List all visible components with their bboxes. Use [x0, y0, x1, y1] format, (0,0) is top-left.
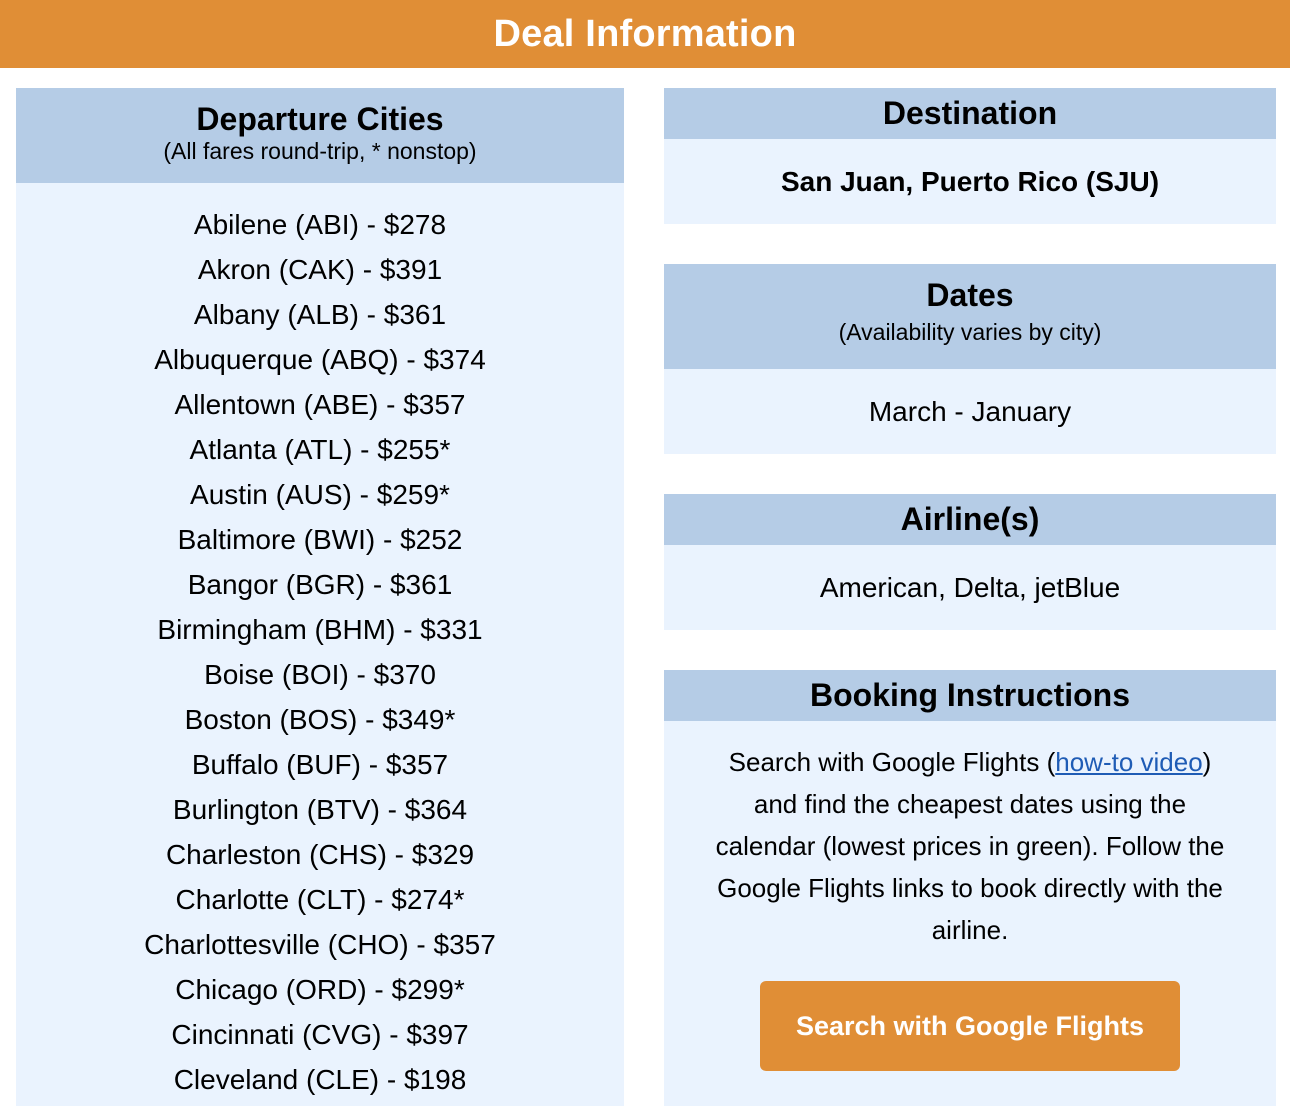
departure-city-item: Albuquerque (ABQ) - $374: [154, 344, 486, 375]
departure-city-list: [16, 183, 624, 1102]
airlines-header: [664, 494, 1276, 545]
departure-city-item: Burlington (BTV) - $364: [172, 794, 468, 825]
departure-city-item: Akron (CAK) - $391: [197, 254, 443, 285]
departure-cities-panel: [16, 88, 624, 1106]
departure-city-item: Chicago (ORD) - $299*: [175, 974, 465, 1005]
departure-city-item: Charlotte (CLT) - $274*: [175, 884, 465, 915]
dates-subtitle: (Availability varies by city): [838, 319, 1102, 345]
destination-title: Destination: [882, 95, 1058, 131]
deal-information-banner: [0, 0, 1290, 68]
destination-header: [664, 88, 1276, 139]
airlines-title: Airline(s): [900, 501, 1040, 537]
destination-card: [664, 88, 1276, 224]
booking-instructions-text: [664, 721, 1276, 951]
booking-title: Booking Instructions: [810, 677, 1130, 713]
dates-card: [664, 264, 1276, 454]
departure-city-item: Buffalo (BUF) - $357: [191, 749, 449, 780]
airlines-value: American, Delta, jetBlue: [819, 572, 1121, 603]
departure-city-item: Austin (AUS) - $259*: [190, 479, 450, 510]
dates-value: March - January: [868, 396, 1072, 427]
departure-cities-subtitle: (All fares round-trip, * nonstop): [163, 138, 477, 164]
departure-city-item: Boise (BOI) - $370: [204, 659, 436, 690]
departure-city-item: Allentown (ABE) - $357: [174, 389, 466, 420]
destination-value: San Juan, Puerto Rico (SJU): [780, 166, 1160, 197]
departure-city-item: Charleston (CHS) - $329: [165, 839, 475, 870]
departure-city-item: Cleveland (CLE) - $198: [173, 1064, 467, 1095]
booking-header: [664, 670, 1276, 721]
page-title: Deal Information: [493, 12, 797, 55]
airlines-card: [664, 494, 1276, 630]
booking-instructions-card: [664, 670, 1276, 1106]
departure-city-item: Atlanta (ATL) - $255*: [189, 434, 451, 465]
departure-city-item: Albany (ALB) - $361: [193, 299, 447, 330]
departure-city-item: Bangor (BGR) - $361: [187, 569, 453, 600]
departure-city-item: Abilene (ABI) - $278: [193, 209, 447, 240]
booking-text-before-link: Search with Google Flights (: [728, 747, 1056, 777]
how-to-video-link[interactable]: how-to video: [1055, 747, 1203, 777]
departure-city-item: Baltimore (BWI) - $252: [177, 524, 463, 555]
departure-city-item: Birmingham (BHM) - $331: [157, 614, 483, 645]
departure-city-item: Boston (BOS) - $349*: [184, 704, 456, 735]
booking-text-after-link: ) and find the cheapest dates using the calendar (lowest prices in green). Follow the Google Flights links to book directly with the airline.: [715, 747, 1225, 945]
dates-header: [664, 264, 1276, 369]
departure-city-item: Charlottesville (CHO) - $357: [144, 929, 496, 960]
departure-city-item: Cincinnati (CVG) - $397: [171, 1019, 469, 1050]
departure-cities-header: [16, 88, 624, 183]
dates-title: Dates: [926, 277, 1014, 313]
search-google-flights-button[interactable]: Search with Google Flights: [760, 981, 1180, 1071]
departure-cities-title: Departure Cities: [196, 101, 444, 137]
